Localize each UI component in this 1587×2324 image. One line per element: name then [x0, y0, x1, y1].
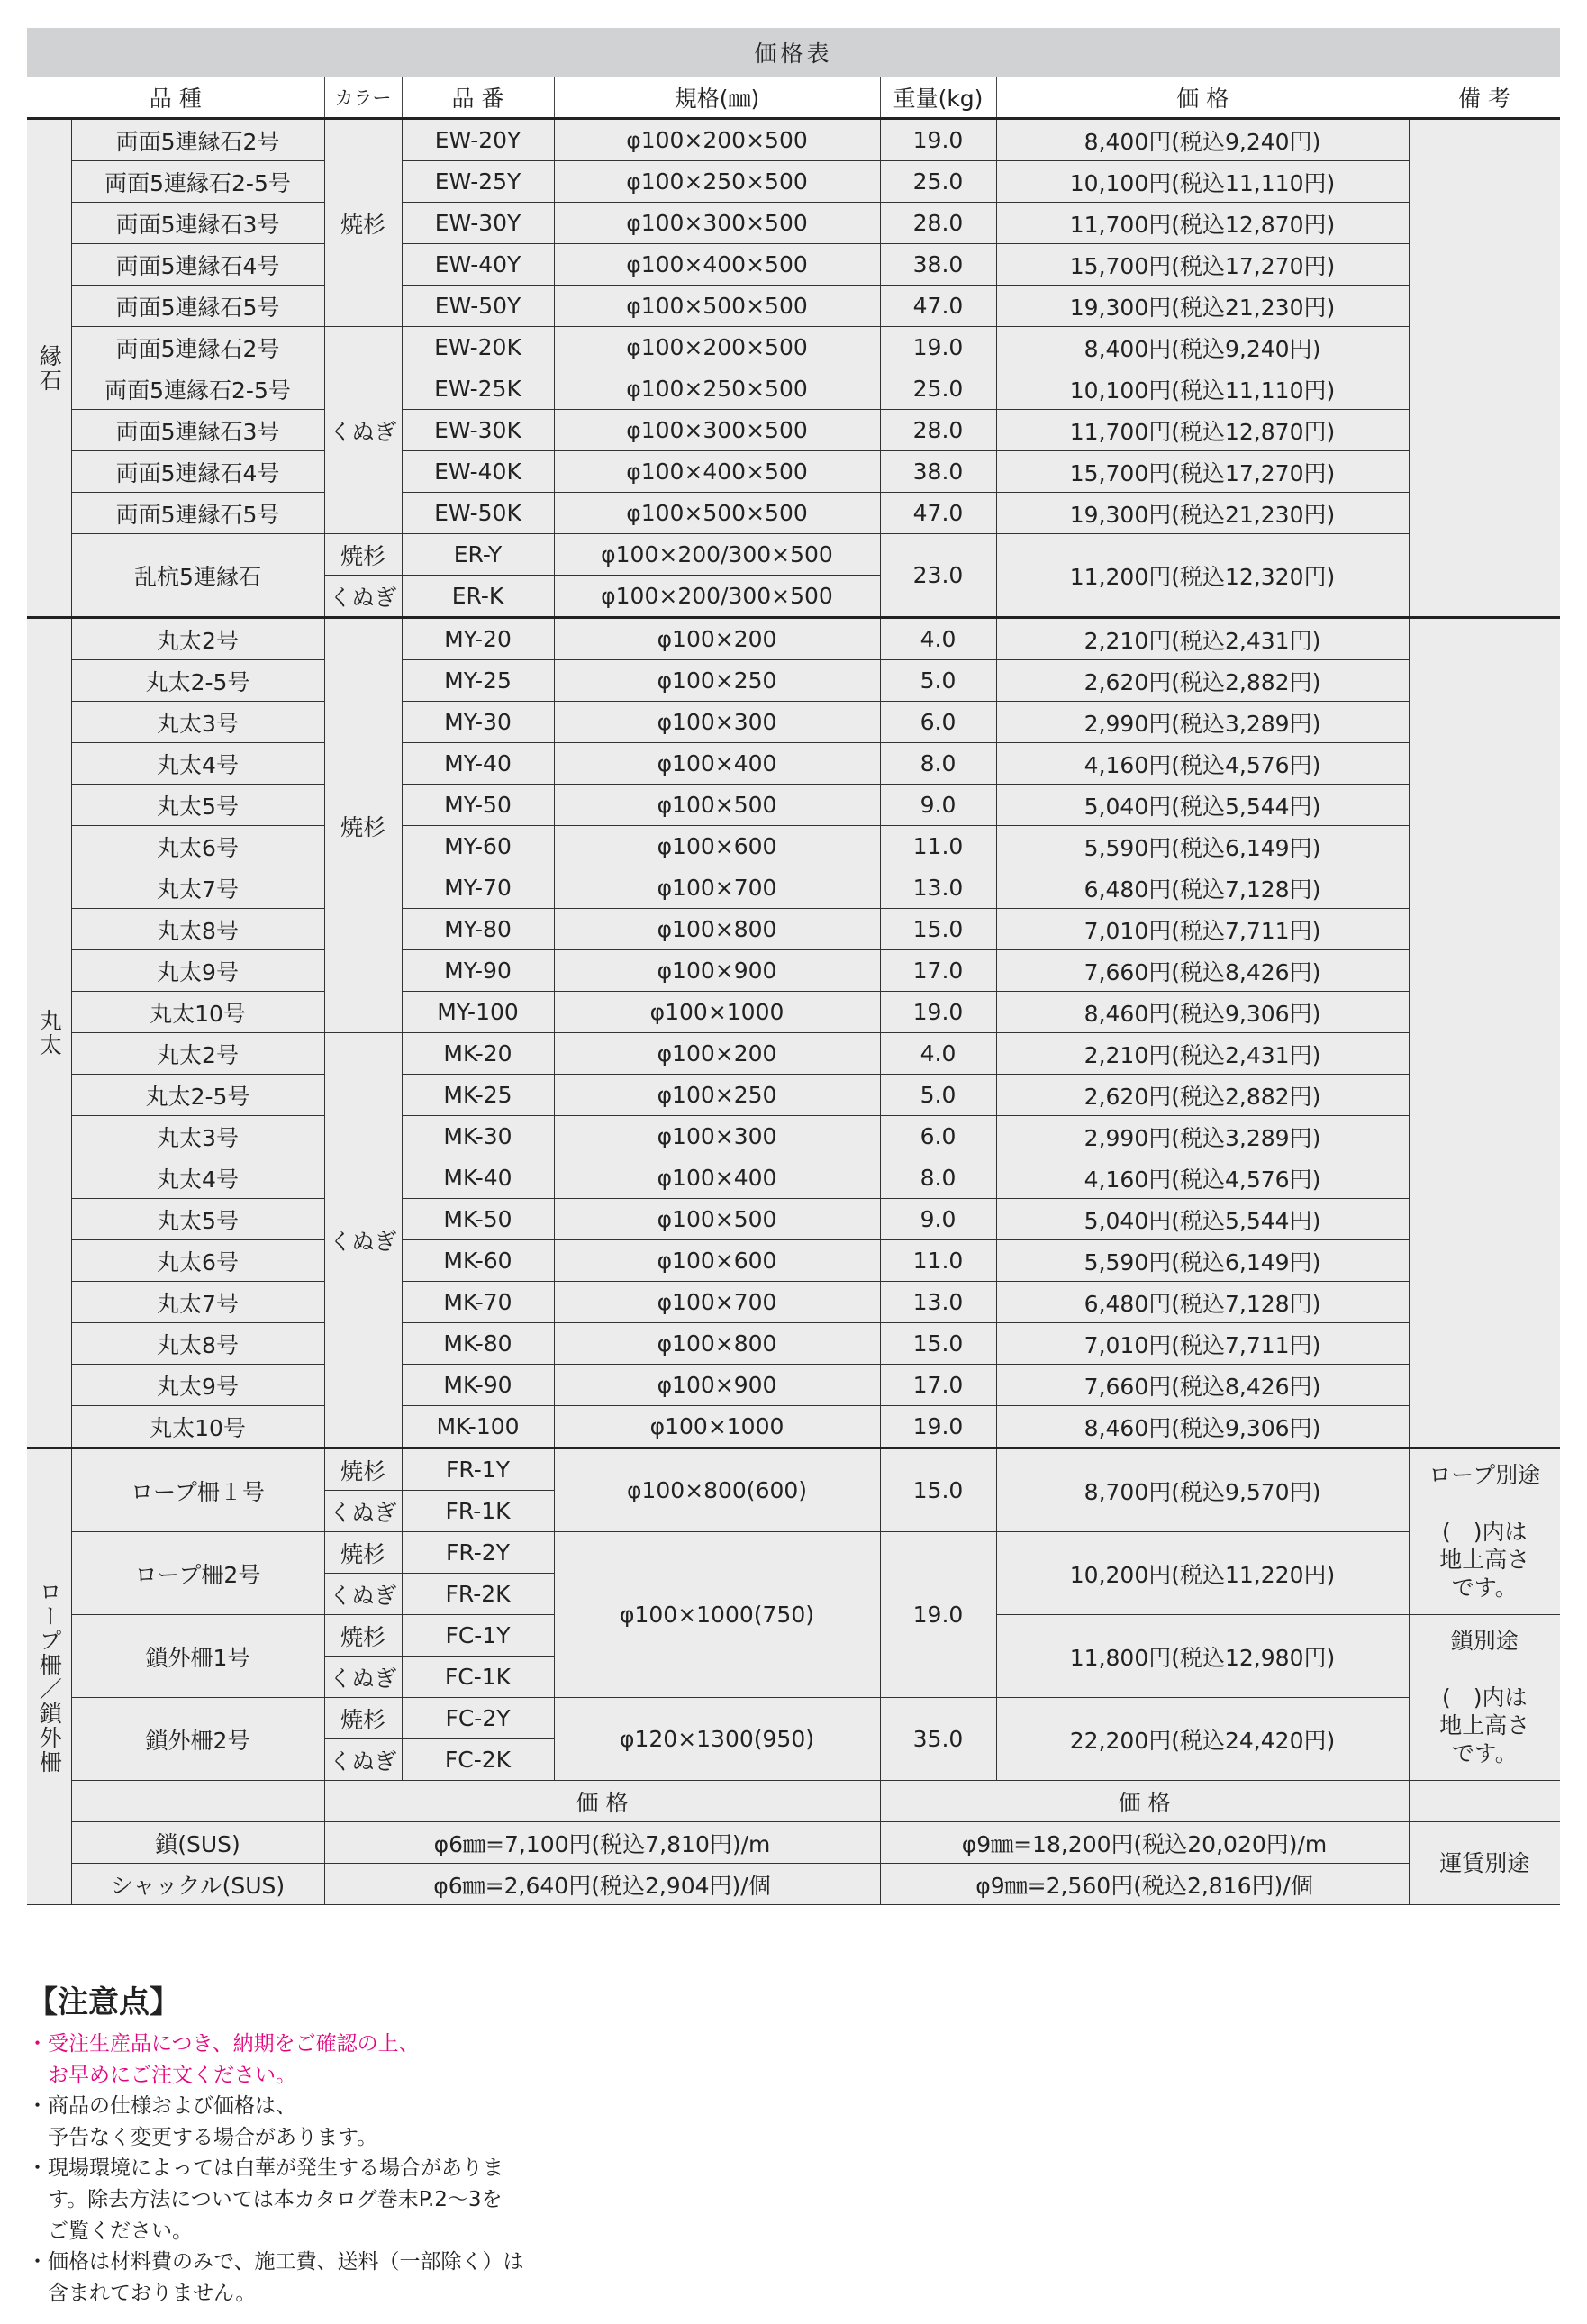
table-cell: φ100×400×500: [554, 451, 880, 493]
category-label: 縁石: [27, 119, 71, 618]
table-cell: 11.0: [880, 1240, 996, 1282]
table-row: [27, 327, 1560, 368]
table-cell: 焼杉: [324, 1615, 402, 1657]
table-cell: 8,460円(税込9,306円): [996, 992, 1409, 1033]
table-cell: φ120×1300(950): [554, 1698, 880, 1781]
table-cell: φ100×900: [554, 950, 880, 992]
table-cell: 2,210円(税込2,431円): [996, 618, 1409, 660]
table-cell: MK-90: [402, 1365, 554, 1406]
table-row: [27, 368, 1560, 410]
table-cell: 10,100円(税込11,110円): [996, 368, 1409, 410]
table-row: [27, 867, 1560, 909]
table-cell: 8,700円(税込9,570円): [996, 1448, 1409, 1532]
table-cell: φ100×250×500: [554, 368, 880, 410]
product-name: ロープ柵１号: [71, 1448, 324, 1532]
table-cell: 焼杉: [324, 534, 402, 576]
table-cell: 焼杉: [324, 1448, 402, 1491]
table-cell: φ100×400: [554, 1157, 880, 1199]
category-label: ロープ柵／鎖外柵: [27, 1448, 71, 1905]
table-cell: φ100×400×500: [554, 244, 880, 286]
table-cell: ER-K: [402, 576, 554, 618]
note-line: ・商品の仕様および価格は、: [27, 2094, 296, 2119]
table-cell: φ9㎜=2,560円(税込2,816円)/個: [880, 1864, 1409, 1905]
table-cell: φ100×800: [554, 909, 880, 950]
table-cell: MK-30: [402, 1116, 554, 1157]
product-name: 丸太5号: [71, 1199, 324, 1240]
product-name: 丸太2-5号: [71, 660, 324, 702]
table-cell: 28.0: [880, 410, 996, 451]
table-row: [27, 1864, 1560, 1905]
table-row: [27, 1781, 1560, 1822]
product-name: ロープ柵2号: [71, 1532, 324, 1615]
note-line: ・現場環境によっては白華が発生する場合がありま: [27, 2156, 503, 2181]
table-row: [27, 493, 1560, 534]
table-cell: FC-2K: [402, 1739, 554, 1781]
header-color: カラー: [324, 77, 402, 119]
table-cell: くぬぎ: [324, 576, 402, 618]
table-cell: φ9㎜=18,200円(税込20,020円)/m: [880, 1822, 1409, 1864]
table-cell: φ100×300: [554, 702, 880, 743]
product-name: 丸太9号: [71, 1365, 324, 1406]
table-row: [27, 909, 1560, 950]
table-cell: 2,210円(税込2,431円): [996, 1033, 1409, 1075]
product-name: 丸太2号: [71, 1033, 324, 1075]
table-cell: 焼杉: [324, 618, 402, 1033]
table-cell: 4,160円(税込4,576円): [996, 743, 1409, 785]
table-cell: MY-20: [402, 618, 554, 660]
product-name: 両面5連縁石2号: [71, 119, 324, 161]
table-cell: FC-1K: [402, 1657, 554, 1698]
table-cell: MY-60: [402, 826, 554, 867]
table-cell: φ100×200/300×500: [554, 576, 880, 618]
table-cell: 17.0: [880, 950, 996, 992]
table-cell: 8.0: [880, 1157, 996, 1199]
table-cell: 25.0: [880, 161, 996, 203]
table-cell: 6,480円(税込7,128円): [996, 867, 1409, 909]
product-name: 両面5連縁石3号: [71, 410, 324, 451]
table-cell: FR-1Y: [402, 1448, 554, 1491]
product-name: 両面5連縁石4号: [71, 244, 324, 286]
table-cell: φ100×900: [554, 1365, 880, 1406]
header-remarks: 備 考: [1409, 77, 1560, 119]
note-line: お早めにご注文ください。: [27, 2063, 296, 2087]
table-cell: くぬぎ: [324, 327, 402, 534]
product-name: 両面5連縁石3号: [71, 203, 324, 244]
product-name: 両面5連縁石5号: [71, 286, 324, 327]
table-row: [27, 1075, 1560, 1116]
table-cell: EW-20K: [402, 327, 554, 368]
table-cell: 23.0: [880, 534, 996, 618]
remarks-cell: [1409, 119, 1560, 618]
table-cell: 10,100円(税込11,110円): [996, 161, 1409, 203]
table-cell: くぬぎ: [324, 1574, 402, 1615]
table-cell: 価 格: [324, 1781, 880, 1822]
table-row: [27, 1532, 1560, 1574]
table-cell: φ100×250: [554, 660, 880, 702]
table-cell: 2,990円(税込3,289円): [996, 702, 1409, 743]
table-cell: 10,200円(税込11,220円): [996, 1532, 1409, 1615]
table-cell: くぬぎ: [324, 1657, 402, 1698]
table-cell: 8,460円(税込9,306円): [996, 1406, 1409, 1448]
table-cell: 9.0: [880, 1199, 996, 1240]
table-cell: 8.0: [880, 743, 996, 785]
table-cell: MK-60: [402, 1240, 554, 1282]
table-cell: FR-2K: [402, 1574, 554, 1615]
table-cell: 4.0: [880, 1033, 996, 1075]
header-spec: 規格(㎜): [554, 77, 880, 119]
table-cell: EW-30K: [402, 410, 554, 451]
product-name: 鎖外柵2号: [71, 1698, 324, 1781]
table-row: [27, 950, 1560, 992]
table-cell: φ100×700: [554, 867, 880, 909]
remarks-cell: ロープ別途 ( )内は 地上高さ です。: [1409, 1448, 1560, 1615]
notes: [27, 1977, 524, 2309]
table-row: [27, 203, 1560, 244]
table-cell: MK-50: [402, 1199, 554, 1240]
table-row: [27, 743, 1560, 785]
product-name: 丸太9号: [71, 950, 324, 992]
table-cell: 47.0: [880, 286, 996, 327]
table-cell: 17.0: [880, 1365, 996, 1406]
table-cell: φ100×800: [554, 1323, 880, 1365]
table-cell: 5,590円(税込6,149円): [996, 826, 1409, 867]
table-cell: 5.0: [880, 1075, 996, 1116]
table-cell: 22,200円(税込24,420円): [996, 1698, 1409, 1781]
table-cell: 28.0: [880, 203, 996, 244]
product-name: 丸太8号: [71, 1323, 324, 1365]
table-cell: 15.0: [880, 1448, 996, 1532]
table-cell: EW-40K: [402, 451, 554, 493]
table-cell: 9.0: [880, 785, 996, 826]
note-line: ・価格は材料費のみで、施工費、送料（一部除く）は: [27, 2250, 524, 2274]
product-name: 丸太5号: [71, 785, 324, 826]
header-price: 価 格: [996, 77, 1409, 119]
table-cell: MK-20: [402, 1033, 554, 1075]
table-row: [27, 1698, 1560, 1739]
table-cell: 11,700円(税込12,870円): [996, 410, 1409, 451]
product-name: 丸太3号: [71, 702, 324, 743]
product-name: 丸太7号: [71, 867, 324, 909]
table-cell: 38.0: [880, 451, 996, 493]
table-cell: 25.0: [880, 368, 996, 410]
product-name: 丸太7号: [71, 1282, 324, 1323]
table-cell: MY-70: [402, 867, 554, 909]
table-cell: 6,480円(税込7,128円): [996, 1282, 1409, 1323]
table-cell: MK-70: [402, 1282, 554, 1323]
table-cell: MK-80: [402, 1323, 554, 1365]
product-name: 丸太4号: [71, 743, 324, 785]
remarks-cell: 運賃別途: [1409, 1822, 1560, 1905]
table-cell: φ100×250×500: [554, 161, 880, 203]
table-cell: くぬぎ: [324, 1033, 402, 1448]
table-cell: 15.0: [880, 909, 996, 950]
table-cell: φ100×200×500: [554, 327, 880, 368]
table-cell: φ100×200: [554, 618, 880, 660]
table-cell: φ100×500: [554, 785, 880, 826]
table-cell: 11,700円(税込12,870円): [996, 203, 1409, 244]
table-cell: 11.0: [880, 826, 996, 867]
table-cell: φ100×1000: [554, 1406, 880, 1448]
table-row: [27, 534, 1560, 576]
product-name: 丸太3号: [71, 1116, 324, 1157]
table-cell: 11,200円(税込12,320円): [996, 534, 1409, 618]
table-cell: MY-80: [402, 909, 554, 950]
table-cell: 4.0: [880, 618, 996, 660]
product-name: 両面5連縁石5号: [71, 493, 324, 534]
product-name: 丸太6号: [71, 826, 324, 867]
table-cell: 5,590円(税込6,149円): [996, 1240, 1409, 1282]
table-cell: MY-90: [402, 950, 554, 992]
table-cell: φ100×1000: [554, 992, 880, 1033]
table-cell: 5,040円(税込5,544円): [996, 1199, 1409, 1240]
table-cell: MY-40: [402, 743, 554, 785]
table-cell: φ100×200: [554, 1033, 880, 1075]
table-cell: 7,660円(税込8,426円): [996, 1365, 1409, 1406]
table-row: [27, 1116, 1560, 1157]
table-cell: 8,400円(税込9,240円): [996, 119, 1409, 161]
note-line: 含まれておりません。: [27, 2281, 257, 2305]
notes-heading: 【注意点】: [27, 1984, 180, 2020]
product-name: 丸太10号: [71, 992, 324, 1033]
table-cell: EW-20Y: [402, 119, 554, 161]
notes-list: [27, 2029, 524, 2309]
table-row: [27, 1282, 1560, 1323]
table-cell: MK-40: [402, 1157, 554, 1199]
table-cell: ER-Y: [402, 534, 554, 576]
product-name: 両面5連縁石2-5号: [71, 161, 324, 203]
table-title: 価格表: [27, 28, 1560, 77]
table-cell: 13.0: [880, 867, 996, 909]
table-cell: 7,010円(税込7,711円): [996, 909, 1409, 950]
product-name: 丸太2号: [71, 618, 324, 660]
table-cell: 15,700円(税込17,270円): [996, 451, 1409, 493]
table-row: [27, 161, 1560, 203]
product-name: 両面5連縁石4号: [71, 451, 324, 493]
category-label: 丸太: [27, 618, 71, 1448]
table-cell: 2,620円(税込2,882円): [996, 1075, 1409, 1116]
table-cell: φ100×500×500: [554, 493, 880, 534]
table-cell: φ6㎜=7,100円(税込7,810円)/m: [324, 1822, 880, 1864]
table-cell: FR-1K: [402, 1491, 554, 1532]
table-cell: φ100×200×500: [554, 119, 880, 161]
table-row: [27, 451, 1560, 493]
table-row: [27, 1157, 1560, 1199]
table-cell: 35.0: [880, 1698, 996, 1781]
table-cell: φ100×600: [554, 1240, 880, 1282]
table-cell: 19,300円(税込21,230円): [996, 493, 1409, 534]
table-cell: 4,160円(税込4,576円): [996, 1157, 1409, 1199]
table-cell: 19,300円(税込21,230円): [996, 286, 1409, 327]
table-cell: くぬぎ: [324, 1491, 402, 1532]
table-cell: MY-50: [402, 785, 554, 826]
table-row: [27, 660, 1560, 702]
table-row: [27, 119, 1560, 161]
table-row: [27, 1240, 1560, 1282]
table-cell: 焼杉: [324, 119, 402, 327]
table-cell: φ100×1000(750): [554, 1532, 880, 1698]
table-cell: 13.0: [880, 1282, 996, 1323]
header-row: [27, 77, 1560, 119]
table-row: [27, 1323, 1560, 1365]
table-cell: 2,620円(税込2,882円): [996, 660, 1409, 702]
table-cell: 38.0: [880, 244, 996, 286]
table-cell: 47.0: [880, 493, 996, 534]
product-name: 鎖(SUS): [71, 1822, 324, 1864]
table-cell: FC-2Y: [402, 1698, 554, 1739]
table-cell: φ100×200/300×500: [554, 534, 880, 576]
product-name: 乱杭5連縁石: [71, 534, 324, 618]
product-name: 丸太4号: [71, 1157, 324, 1199]
table-row: [27, 618, 1560, 660]
table-cell: 15.0: [880, 1323, 996, 1365]
note-line: す。除去方法については本カタログ巻末P.2～3を: [27, 2187, 503, 2211]
table-cell: EW-40Y: [402, 244, 554, 286]
table-row: [27, 992, 1560, 1033]
table-cell: くぬぎ: [324, 1739, 402, 1781]
table-cell: φ6㎜=2,640円(税込2,904円)/個: [324, 1864, 880, 1905]
table-cell: 7,660円(税込8,426円): [996, 950, 1409, 992]
header-code: 品 番: [402, 77, 554, 119]
table-cell: 15,700円(税込17,270円): [996, 244, 1409, 286]
table-cell: φ100×250: [554, 1075, 880, 1116]
table-cell: φ100×800(600): [554, 1448, 880, 1532]
table-cell: 19.0: [880, 992, 996, 1033]
product-name: 両面5連縁石2号: [71, 327, 324, 368]
table-cell: 価 格: [880, 1781, 1409, 1822]
header-type: 品 種: [27, 77, 324, 119]
table-cell: 19.0: [880, 1406, 996, 1448]
title-row: [27, 28, 1560, 77]
price-table: [27, 28, 1560, 1905]
table-cell: φ100×500: [554, 1199, 880, 1240]
table-cell: MY-30: [402, 702, 554, 743]
table-row: [27, 785, 1560, 826]
table-cell: 焼杉: [324, 1532, 402, 1574]
table-row: [27, 244, 1560, 286]
table-row: [27, 1822, 1560, 1864]
table-cell: EW-50K: [402, 493, 554, 534]
product-name: 丸太8号: [71, 909, 324, 950]
table-cell: 7,010円(税込7,711円): [996, 1323, 1409, 1365]
product-name: 丸太6号: [71, 1240, 324, 1282]
table-cell: φ100×300×500: [554, 203, 880, 244]
table-row: [27, 1448, 1560, 1491]
table-cell: MK-100: [402, 1406, 554, 1448]
table-row: [27, 702, 1560, 743]
table-row: [27, 1365, 1560, 1406]
table-body: [27, 119, 1560, 1905]
table-cell: 焼杉: [324, 1698, 402, 1739]
table-cell: 19.0: [880, 327, 996, 368]
note-line: ご覧ください。: [27, 2219, 193, 2243]
table-row: [27, 1406, 1560, 1448]
table-cell: 5.0: [880, 660, 996, 702]
table-cell: 6.0: [880, 1116, 996, 1157]
table-cell: MY-25: [402, 660, 554, 702]
note-line: 予告なく変更する場合があります。: [27, 2125, 378, 2149]
table-cell: 19.0: [880, 1532, 996, 1698]
table-cell: φ100×700: [554, 1282, 880, 1323]
product-name: 丸太2-5号: [71, 1075, 324, 1116]
table-cell: 8,400円(税込9,240円): [996, 327, 1409, 368]
table-cell: MY-100: [402, 992, 554, 1033]
table-row: [27, 1033, 1560, 1075]
product-name: [71, 1781, 324, 1822]
table-cell: EW-30Y: [402, 203, 554, 244]
table-cell: 19.0: [880, 119, 996, 161]
table-cell: φ100×500×500: [554, 286, 880, 327]
table-cell: φ100×600: [554, 826, 880, 867]
table-cell: 2,990円(税込3,289円): [996, 1116, 1409, 1157]
table-cell: 5,040円(税込5,544円): [996, 785, 1409, 826]
product-name: シャックル(SUS): [71, 1864, 324, 1905]
remarks-cell: [1409, 618, 1560, 1448]
table-row: [27, 410, 1560, 451]
remarks-cell: [1409, 1781, 1560, 1822]
table-cell: EW-25Y: [402, 161, 554, 203]
product-name: 両面5連縁石2-5号: [71, 368, 324, 410]
table-row: [27, 826, 1560, 867]
note-line: ・受注生産品につき、納期をご確認の上、: [27, 2032, 420, 2056]
header-weight: 重量(kg): [880, 77, 996, 119]
table-cell: φ100×300×500: [554, 410, 880, 451]
table-cell: FR-2Y: [402, 1532, 554, 1574]
table-cell: φ100×400: [554, 743, 880, 785]
table-cell: φ100×300: [554, 1116, 880, 1157]
table-cell: 6.0: [880, 702, 996, 743]
table-row: [27, 1199, 1560, 1240]
product-name: 丸太10号: [71, 1406, 324, 1448]
product-name: 鎖外柵1号: [71, 1615, 324, 1698]
table-cell: MK-25: [402, 1075, 554, 1116]
table-cell: FC-1Y: [402, 1615, 554, 1657]
remarks-cell: 鎖別途 ( )内は 地上高さ です。: [1409, 1615, 1560, 1781]
table-cell: EW-50Y: [402, 286, 554, 327]
table-row: [27, 286, 1560, 327]
table-cell: EW-25K: [402, 368, 554, 410]
table-cell: 11,800円(税込12,980円): [996, 1615, 1409, 1698]
